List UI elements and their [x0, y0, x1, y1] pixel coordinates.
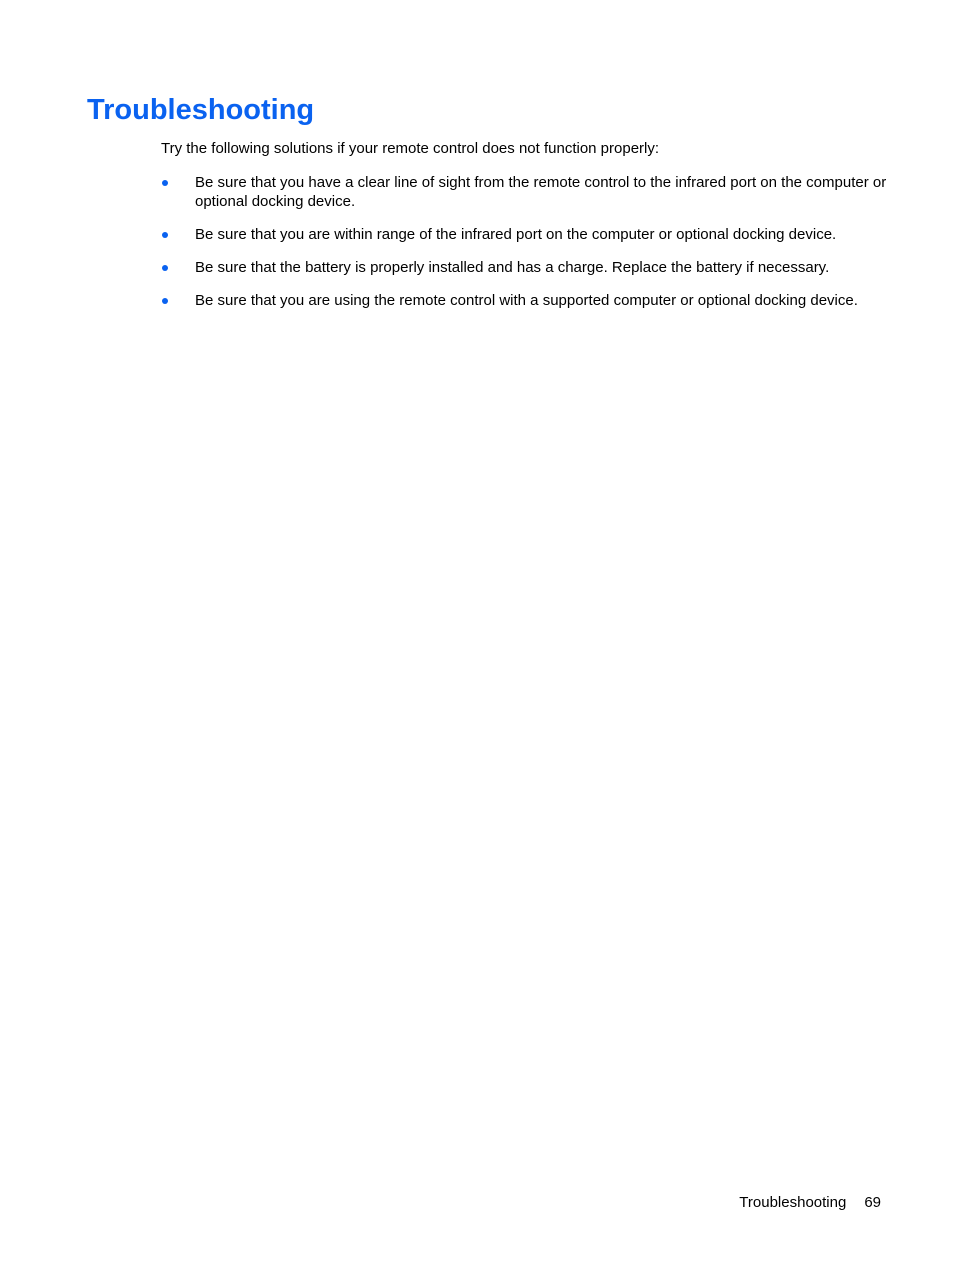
solutions-list: [161, 173, 891, 324]
list-item-text: Be sure that you have a clear line of sight from the remote control to the infrared port on the computer or optional docking device.: [195, 174, 887, 210]
bullet-icon: [162, 265, 168, 271]
page-number: 69: [864, 1194, 881, 1211]
bullet-icon: [162, 298, 168, 304]
list-item-text: Be sure that you are within range of the infrared port on the computer or optional docking device.: [195, 226, 837, 243]
bullet-icon: [162, 232, 168, 238]
list-item: [161, 291, 891, 310]
list-item: [161, 225, 891, 244]
footer-section-title: Troubleshooting: [739, 1194, 847, 1211]
page-footer: [739, 1193, 881, 1212]
page-title: Troubleshooting: [87, 94, 315, 126]
bullet-icon: [162, 180, 168, 186]
list-item: [161, 258, 891, 277]
list-item-text: Be sure that you are using the remote control with a supported computer or optional docking device.: [195, 292, 858, 309]
list-item-text: Be sure that the battery is properly installed and has a charge. Replace the battery if necessary.: [195, 259, 830, 276]
intro-paragraph: Try the following solutions if your remote control does not function properly:: [161, 140, 660, 157]
list-item: [161, 173, 891, 211]
